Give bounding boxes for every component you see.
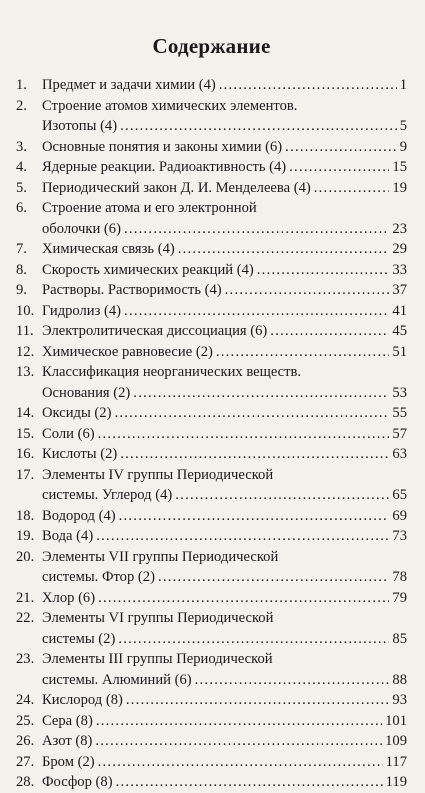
entry-title-line: Скорость химических реакций (4) (42, 261, 254, 278)
entry-number: 9. (16, 282, 27, 298)
toc-entry (16, 444, 407, 465)
entry-title-line: Растворы. Растворимость (4) (42, 282, 222, 298)
entry-body (42, 444, 407, 465)
page-number: 85 (392, 630, 407, 647)
entry-last-line (42, 506, 407, 527)
entry-last-line (42, 260, 407, 281)
entry-last-line (42, 629, 407, 650)
entry-number: 23. (16, 651, 35, 667)
entry-title-line: Ядерные реакции. Радиоактивность (4) (42, 159, 287, 175)
entry-title-line: Оксиды (2) (42, 405, 112, 421)
dot-leader (96, 711, 382, 732)
entry-body (42, 711, 407, 732)
entry-number: 12. (16, 343, 35, 360)
dot-leader (98, 752, 383, 773)
entry-body (42, 465, 407, 506)
entry-last-line (42, 424, 407, 445)
entry-number: 10. (16, 302, 35, 319)
page-number: 101 (385, 712, 407, 729)
dot-leader (120, 116, 397, 137)
toc-entry (16, 731, 407, 752)
toc-entry (16, 690, 407, 711)
entry-last-line (42, 731, 407, 752)
entry-body (42, 301, 407, 322)
entry-number: 5. (16, 179, 27, 196)
entry-body (42, 280, 407, 301)
page-number: 5 (399, 118, 407, 134)
entry-number: 3. (16, 138, 27, 155)
entry-body (42, 526, 407, 547)
page-number: 88 (392, 671, 407, 688)
entry-number: 26. (16, 733, 35, 749)
entry-title-line: Основные понятия и законы химии (6) (42, 138, 283, 155)
page-number: 93 (392, 692, 407, 708)
entry-number: 7. (16, 241, 27, 257)
entry-body (42, 321, 407, 342)
entry-body (42, 752, 407, 773)
entry-title-line: системы. Алюминий (6) (42, 671, 192, 688)
entry-last-line (42, 301, 407, 322)
entry-title-line: Вода (4) (42, 528, 94, 544)
entry-body (42, 96, 407, 137)
toc-entry (16, 178, 407, 199)
entry-number: 27. (16, 753, 35, 770)
toc-entry (16, 465, 407, 506)
entry-last-line (42, 485, 407, 506)
entry-body (42, 690, 407, 711)
dot-leader (124, 219, 389, 240)
entry-body (42, 424, 407, 445)
entry-last-line (42, 752, 407, 773)
entry-number: 25. (16, 712, 35, 729)
entry-title-line: Классификация неорганических веществ. (42, 364, 302, 380)
toc-entry (16, 649, 407, 690)
entry-title-line: Хлор (6) (42, 589, 96, 606)
toc-entry (16, 752, 407, 773)
toc-entry (16, 157, 407, 178)
toc-entry (16, 137, 407, 158)
dot-leader (96, 526, 389, 547)
toc-entry (16, 711, 407, 732)
entry-body (42, 506, 407, 527)
entry-number: 20. (16, 548, 35, 565)
toc-entry (16, 198, 407, 239)
entry-body (42, 362, 407, 403)
entry-number: 14. (16, 405, 35, 421)
entry-last-line (42, 772, 407, 793)
page-number: 45 (392, 323, 407, 339)
dot-leader (178, 239, 390, 260)
entry-title-line: Сера (8) (42, 712, 93, 729)
page-number: 79 (392, 589, 407, 606)
dot-leader (133, 383, 389, 404)
page-number: 73 (392, 528, 407, 544)
entry-title-line: Гидролиз (4) (42, 302, 122, 319)
entry-title-line: системы. Фтор (2) (42, 569, 155, 585)
entry-body (42, 239, 407, 260)
page-number: 78 (392, 569, 407, 585)
entry-title-line: Электролитическая диссоциация (6) (42, 323, 268, 339)
entry-last-line (42, 75, 407, 96)
entry-body (42, 649, 407, 690)
entry-number: 17. (16, 466, 35, 483)
dot-leader (175, 485, 389, 506)
entry-title-line: Химическое равновесие (2) (42, 343, 213, 360)
dot-leader (219, 75, 397, 96)
page-title: Содержание (152, 34, 271, 58)
toc-entry (16, 588, 407, 609)
page-number: 51 (392, 343, 407, 360)
dot-leader (124, 301, 389, 322)
entry-last-line (42, 690, 407, 711)
entry-last-line (42, 588, 407, 609)
page-number: 53 (392, 384, 407, 401)
dot-leader (225, 280, 390, 301)
page-number: 37 (392, 282, 407, 298)
entry-body (42, 198, 407, 239)
entry-body (42, 403, 407, 424)
entry-last-line (42, 444, 407, 465)
toc-entry (16, 301, 407, 322)
page-number: 63 (392, 446, 407, 462)
entry-body (42, 772, 407, 793)
entry-number: 11. (16, 323, 34, 339)
entry-number: 22. (16, 610, 35, 626)
dot-leader (126, 690, 390, 711)
entry-title-line: системы (2) (42, 630, 116, 647)
dot-leader (314, 178, 390, 199)
entry-title-line: Изотопы (4) (42, 118, 118, 134)
page-number: 15 (392, 159, 407, 175)
page-number: 23 (392, 220, 407, 237)
entry-last-line (42, 178, 407, 199)
entry-title-line: Бром (2) (42, 753, 95, 770)
toc-entry (16, 526, 407, 547)
entry-last-line (42, 383, 407, 404)
dot-leader (270, 321, 389, 342)
entry-title-line: Кислоты (2) (42, 446, 118, 462)
toc-entry (16, 547, 407, 588)
entry-title-line: системы. Углерод (4) (42, 487, 173, 503)
page-number: 41 (392, 302, 407, 319)
toc-entry (16, 506, 407, 527)
entry-number: 2. (16, 97, 27, 114)
entry-last-line (42, 342, 407, 363)
dot-leader (98, 588, 389, 609)
page-number: 55 (392, 405, 407, 421)
entry-number: 4. (16, 159, 27, 175)
entry-title-line: Соли (6) (42, 425, 95, 442)
entry-body (42, 137, 407, 158)
page-number: 117 (385, 753, 407, 770)
entry-number: 13. (16, 364, 35, 380)
entry-title-line: оболочки (6) (42, 220, 121, 237)
toc-entry (16, 260, 407, 281)
entry-body (42, 75, 407, 96)
dot-leader (119, 506, 390, 527)
entry-number: 28. (16, 774, 35, 790)
page-number: 109 (385, 733, 407, 749)
entry-title-line: Предмет и задачи химии (4) (42, 77, 216, 93)
entry-title-line: Периодический закон Д. И. Менделеева (4) (42, 179, 311, 196)
entry-title-line: Основания (2) (42, 384, 131, 401)
entry-body (42, 178, 407, 199)
dot-leader (120, 444, 389, 465)
page-number: 69 (392, 507, 407, 524)
entry-body (42, 608, 407, 649)
entry-last-line (42, 567, 407, 588)
toc-entry (16, 424, 407, 445)
toc-entry (16, 362, 407, 403)
entry-title-line: Химическая связь (4) (42, 241, 175, 257)
dot-leader (114, 403, 389, 424)
entry-title-line: Кислород (8) (42, 692, 123, 708)
entry-title-line: Строение атома и его электронной (42, 200, 257, 216)
entry-last-line (42, 219, 407, 240)
entry-body (42, 588, 407, 609)
entry-body (42, 342, 407, 363)
entry-last-line (42, 137, 407, 158)
page-number: 119 (385, 774, 407, 790)
entry-last-line (42, 116, 407, 137)
dot-leader (158, 567, 389, 588)
page-number: 19 (392, 179, 407, 196)
entry-last-line (42, 526, 407, 547)
entry-title-line: Азот (8) (42, 733, 93, 749)
dot-leader (216, 342, 390, 363)
toc-entry (16, 403, 407, 424)
entry-title-line: Элементы VI группы Периодической (42, 610, 274, 626)
page-number: 29 (392, 241, 407, 257)
entry-title-line: Элементы VII группы Периодической (42, 548, 279, 565)
entry-body (42, 547, 407, 588)
toc-entry (16, 321, 407, 342)
toc-list (16, 75, 407, 793)
entry-title-line: Строение атомов химических элементов. (42, 97, 298, 114)
entry-last-line (42, 403, 407, 424)
entry-number: 19. (16, 528, 35, 544)
entry-last-line (42, 670, 407, 691)
toc-entry (16, 96, 407, 137)
entry-number: 8. (16, 261, 27, 278)
entry-last-line (42, 321, 407, 342)
dot-leader (98, 424, 390, 445)
toc-entry (16, 75, 407, 96)
entry-number: 1. (16, 77, 27, 93)
toc-entry (16, 342, 407, 363)
entry-number: 6. (16, 200, 27, 216)
toc-entry (16, 608, 407, 649)
entry-last-line (42, 711, 407, 732)
page-number: 65 (392, 487, 407, 503)
entry-number: 18. (16, 507, 35, 524)
entry-last-line (42, 157, 407, 178)
entry-body (42, 731, 407, 752)
dot-leader (95, 731, 382, 752)
dot-leader (116, 772, 383, 793)
page-number: 1 (399, 77, 407, 93)
dot-leader (285, 137, 397, 158)
entry-number: 24. (16, 692, 35, 708)
entry-last-line (42, 239, 407, 260)
dot-leader (195, 670, 390, 691)
entry-number: 15. (16, 425, 35, 442)
dot-leader (257, 260, 390, 281)
entry-title-line: Водород (4) (42, 507, 116, 524)
page-number: 57 (392, 425, 407, 442)
entry-number: 21. (16, 589, 35, 606)
entry-title-line: Элементы IV группы Периодической (42, 466, 274, 483)
toc-entry (16, 280, 407, 301)
entry-number: 16. (16, 446, 35, 462)
dot-leader (289, 157, 389, 178)
dot-leader (118, 629, 389, 650)
entry-body (42, 157, 407, 178)
page-number: 9 (399, 138, 407, 155)
entry-last-line (42, 280, 407, 301)
page-number: 33 (392, 261, 407, 278)
entry-title-line: Фосфор (8) (42, 774, 113, 790)
toc-entry (16, 772, 407, 793)
entry-body (42, 260, 407, 281)
toc-entry (16, 239, 407, 260)
entry-title-line: Элементы III группы Периодической (42, 651, 273, 667)
